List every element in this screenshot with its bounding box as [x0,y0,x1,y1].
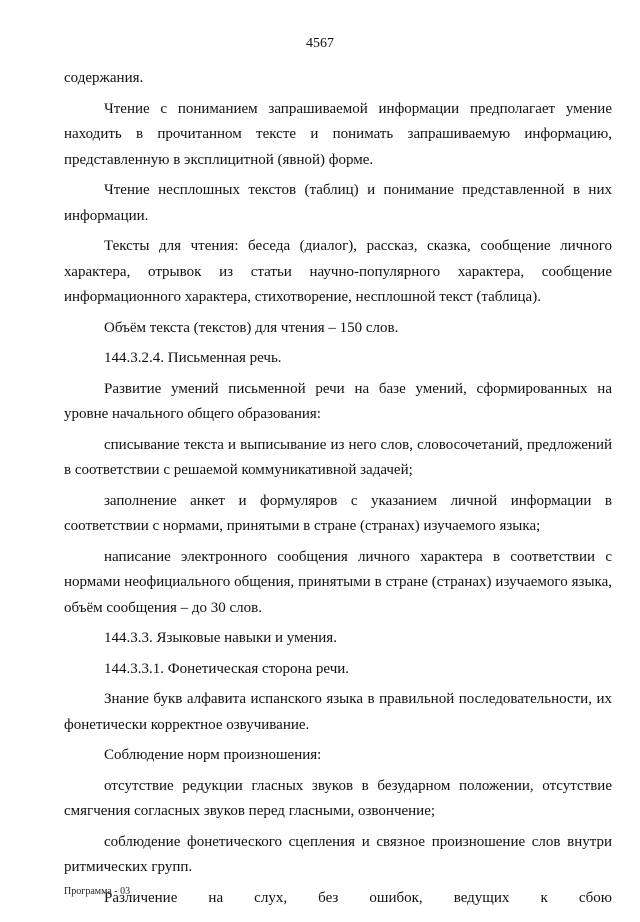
paragraph-continuation: содержания. [64,70,144,86]
paragraph-discrimination: Различение на слух, без ошибок, ведущих к сбою [104,889,612,906]
list-item-copying: списывание текста и выписывание из него слов, словосочетаний, предложений в соответствии с решаемой коммуникативной задачей; [64,436,612,478]
section-heading-phonetics: 144.3.3.1. Фонетическая сторона речи. [104,660,350,677]
paragraph-written-skills: Развитие умений письменной речи на базе умений, сформированных на уровне начального общего образования: [64,380,612,422]
document-body [64,66,612,916]
paragraph-reading-requested-info: Чтение с пониманием запрашиваемой информации предполагает умение находить в прочитанном тексте и понимать запрашиваемую информацию, представленную в эксплицитной (явной) форме. [64,100,612,168]
paragraph-reading-non-continuous: Чтение несплошных текстов (таблиц) и понимание представленной в них информации. [64,182,612,224]
list-item-reduction: отсутствие редукции гласных звуков в безударном положении, отсутствие смягчения согласных звуков перед гласными, озвончение; [64,777,612,819]
paragraph-pronunciation-norms: Соблюдение норм произношения: [104,747,322,763]
paragraph-reading-texts: Тексты для чтения: беседа (диалог), рассказ, сказка, сообщение личного характера, отрывок из статьи научно-популярного характера, сообщение информационного характера, стихотворение, несплошной текст (таблица). [64,238,612,305]
paragraph-reading-volume: Объём текста (текстов) для чтения – 150 слов. [104,319,399,336]
page-number: 4567 [306,36,334,51]
list-item-forms: заполнение анкет и формуляров с указанием личной информации в соответствии с нормами, принятыми в стране (странах) изучаемого языка; [64,492,612,534]
section-heading-written-speech: 144.3.2.4. Письменная речь. [104,350,282,366]
section-heading-language-skills: 144.3.3. Языковые навыки и умения. [104,630,337,646]
paragraph-alphabet: Знание букв алфавита испанского языка в правильной последовательности, их фонетически корректное озвучивание. [64,691,612,733]
list-item-linking: соблюдение фонетического сцепления и связное произношение слов внутри ритмических групп. [64,833,612,875]
list-item-email: написание электронного сообщения личного характера в соответствии с нормами неофициального общения, принятыми в стране (странах) изучаемого языка, объём сообщения – до 30 слов. [64,548,612,616]
footer-label: Программа - 03 [64,886,131,897]
